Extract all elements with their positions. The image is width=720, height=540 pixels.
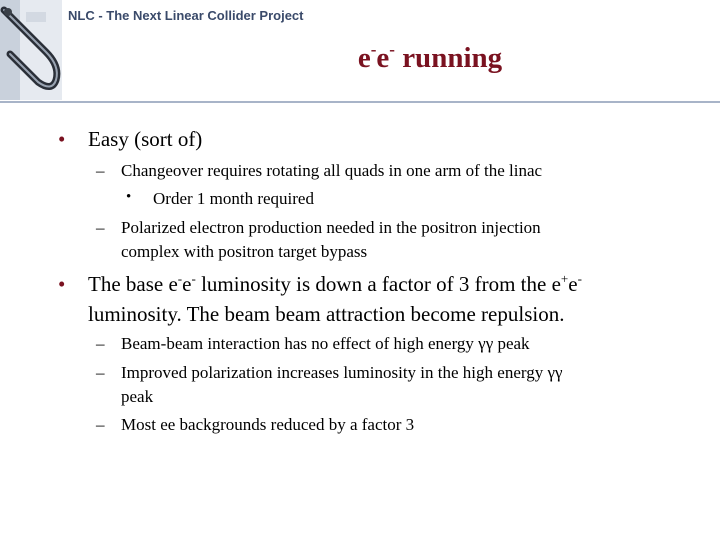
dash-marker: – xyxy=(96,334,105,353)
bullet-base-luminosity-line1: The base e-e- luminosity is down a factor of 3 from the e+e- xyxy=(88,271,582,296)
sub-bullet-changeover: Changeover requires rotating all quads in one arm of the linac xyxy=(121,161,543,180)
sub-sub-bullet-order: Order 1 month required xyxy=(153,189,314,208)
dash-marker: – xyxy=(96,161,105,180)
bullet-marker: • xyxy=(126,189,132,205)
sub-bullet-backgrounds: Most ee backgrounds reduced by a factor 3 xyxy=(121,415,415,434)
header-title: NLC - The Next Linear Collider Project xyxy=(68,8,304,23)
sub-bullet-polarization-line1: Improved polarization increases luminosity in the high energy γγ xyxy=(121,363,563,382)
title-divider xyxy=(0,101,720,103)
bullet-base-luminosity-line2: luminosity. The beam beam attraction become repulsion. xyxy=(88,302,565,326)
sub-bullet-polarized-line2: complex with positron target bypass xyxy=(121,242,368,261)
dash-marker: – xyxy=(96,363,105,382)
sub-bullet-polarization-line2: peak xyxy=(121,387,154,406)
nlc-logo-icon xyxy=(0,0,62,100)
sub-bullet-beam-beam: Beam-beam interaction has no effect of high energy γγ peak xyxy=(121,334,530,353)
bullet-easy: Easy (sort of) xyxy=(88,127,203,151)
bullet-marker: • xyxy=(58,127,66,151)
dash-marker: – xyxy=(96,415,105,434)
bullet-marker: • xyxy=(58,272,66,296)
sub-bullet-polarized-line1: Polarized electron production needed in the positron injection xyxy=(121,218,541,237)
dash-marker: – xyxy=(96,218,105,237)
slide-title: e-e- running xyxy=(357,40,503,74)
